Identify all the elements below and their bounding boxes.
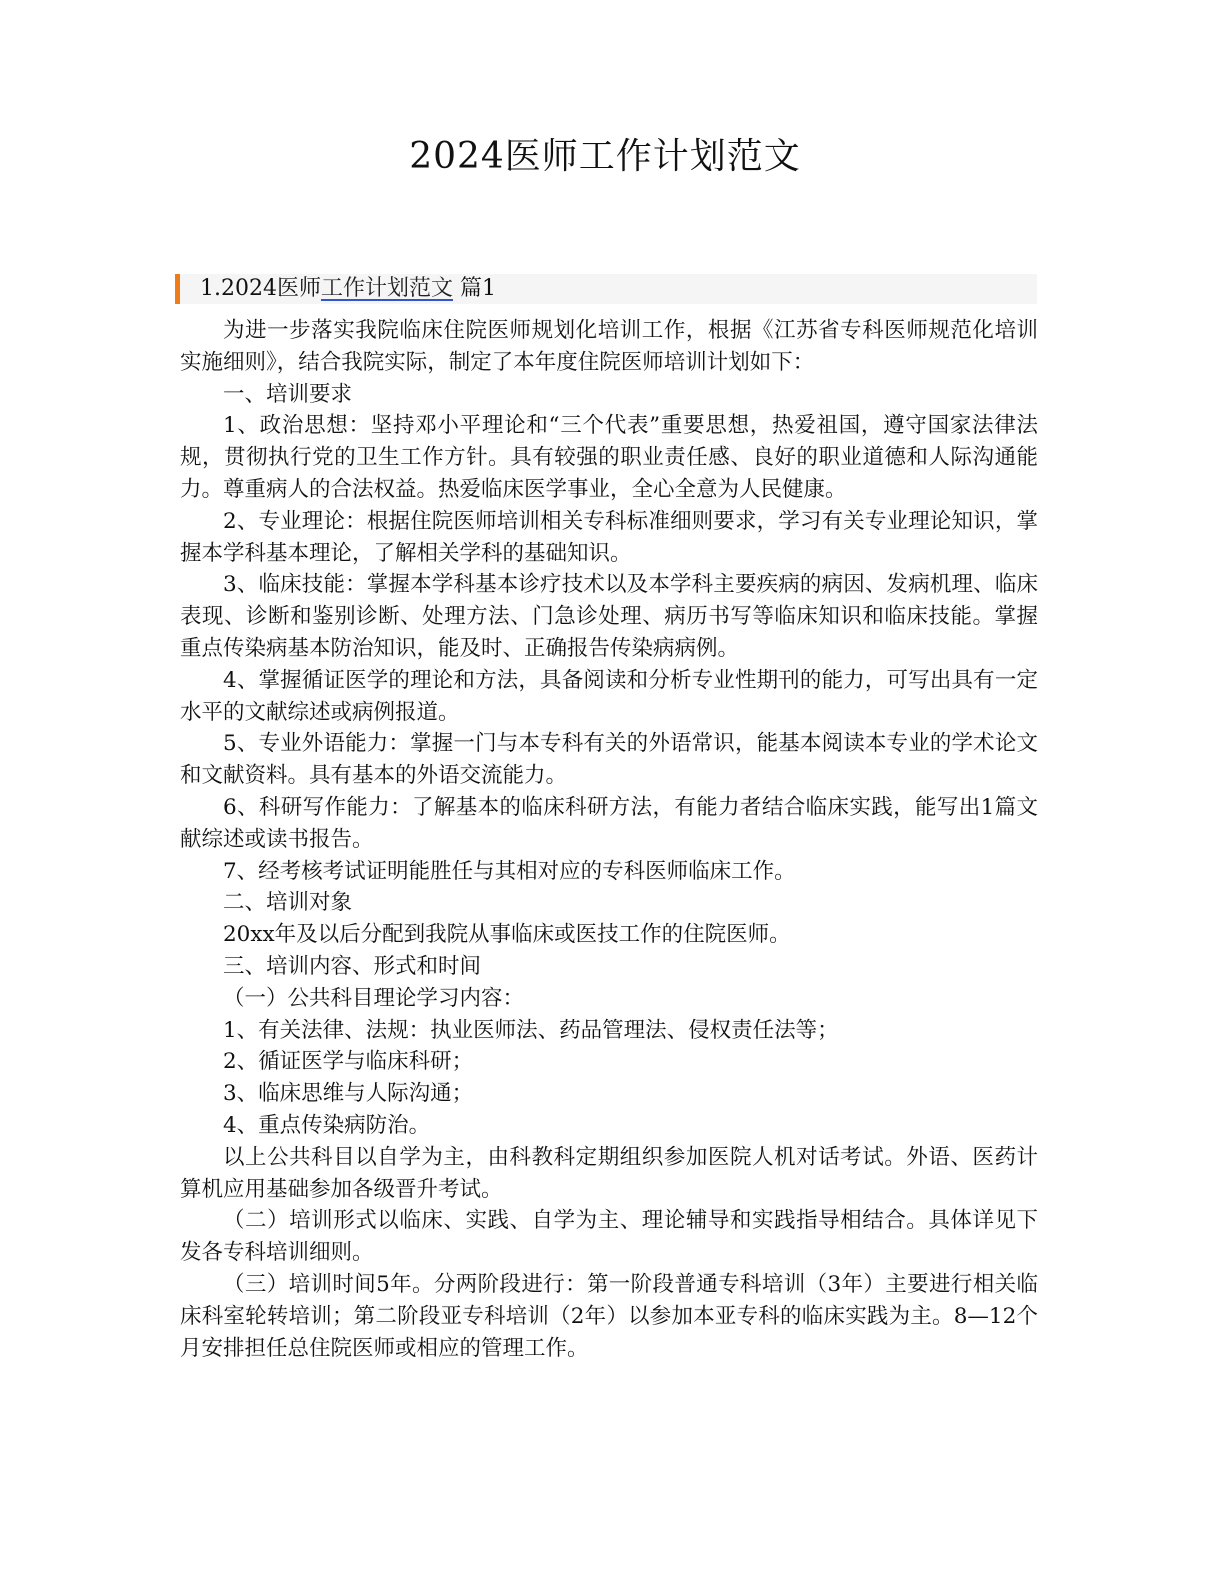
paragraph-requirement-4: 4、掌握循证医学的理论和方法，具备阅读和分析专业性期刊的能力，可写出具有一定水平的文献综述或病例报道。 [180, 667, 1038, 725]
paragraph-training-time: （三）培训时间5年。分两阶段进行：第一阶段普通专科培训（3年）主要进行相关临床科室轮转培训；第二阶段亚专科培训（2年）以参加本亚专科的临床实践为主。8—12个月安排担任总住院医师或相应的管理工作。 [180, 1271, 1038, 1361]
heading-requirements: 一、培训要求 [223, 381, 353, 407]
paragraph-requirement-2: 2、专业理论：根据住院医师培训相关专科标准细则要求，学习有关专业理论知识，掌握本学科基本理论，了解相关学科的基础知识。 [180, 508, 1038, 566]
paragraph-requirement-1: 1、政治思想：坚持邓小平理论和“三个代表”重要思想，热爱祖国，遵守国家法律法规，贯彻执行党的卫生工作方针。具有较强的职业责任感、良好的职业道德和人际沟通能力。尊重病人的合法权益。热爱临床医学事业，全心全意为人民健康。 [180, 413, 1038, 502]
list-item-clinical-thinking: 3、临床思维与人际沟通； [223, 1081, 474, 1107]
paragraph-self-study: 以上公共科目以自学为主，由科教科定期组织参加医院人机对话考试。外语、医药计算机应用基础参加各级晋升考试。 [180, 1144, 1038, 1202]
paragraph-requirement-6: 6、科研写作能力：了解基本的临床科研方法，有能力者结合临床实践，能写出1篇文献综述或读书报告。 [180, 794, 1038, 852]
section-title-link[interactable]: 工作计划范文 [320, 276, 453, 301]
paragraph-requirement-3: 3、临床技能：掌握本学科基本诊疗技术以及本学科主要疾病的病因、发病机理、临床表现、诊断和鉴别诊断、处理方法、门急诊处理、病历书写等临床知识和临床技能。掌握重点传染病基本防治知识，能及时、正确报告传染病病例。 [180, 572, 1038, 661]
section-heading [175, 274, 1037, 304]
list-item-law: 1、有关法律、法规：执业医师法、药品管理法、侵权责任法等； [223, 1017, 839, 1043]
paragraph-requirement-5: 5、专业外语能力：掌握一门与本专科有关的外语常识，能基本阅读本专业的学术论文和文献资料。具有基本的外语交流能力。 [180, 731, 1038, 789]
list-item-infectious-disease: 4、重点传染病防治。 [223, 1112, 431, 1138]
heading-content: 三、培训内容、形式和时间 [223, 953, 482, 979]
heading-target: 二、培训对象 [223, 890, 353, 916]
section-number: 1.2024医师 [200, 276, 321, 301]
document-body [180, 315, 1038, 1364]
paragraph-target: 20xx年及以后分配到我院从事临床或医技工作的住院医师。 [223, 922, 791, 948]
paragraph-intro: 为进一步落实我院临床住院医师规划化培训工作，根据《江苏省专科医师规范化培训实施细则》，结合我院实际，制定了本年度住院医师培训计划如下： [180, 318, 1038, 375]
section-suffix: 篇1 [453, 276, 496, 301]
paragraph-requirement-7: 7、经考核考试证明能胜任与其相对应的专科医师临床工作。 [223, 858, 796, 884]
page-title: 2024医师工作计划范文 [409, 136, 801, 177]
subheading-public-subjects: （一）公共科目理论学习内容： [223, 985, 525, 1011]
paragraph-training-form: （二）培训形式以临床、实践、自学为主、理论辅导和实践指导相结合。具体详见下发各专科培训细则。 [180, 1208, 1038, 1266]
list-item-evidence-medicine: 2、循证医学与临床科研； [223, 1049, 474, 1075]
